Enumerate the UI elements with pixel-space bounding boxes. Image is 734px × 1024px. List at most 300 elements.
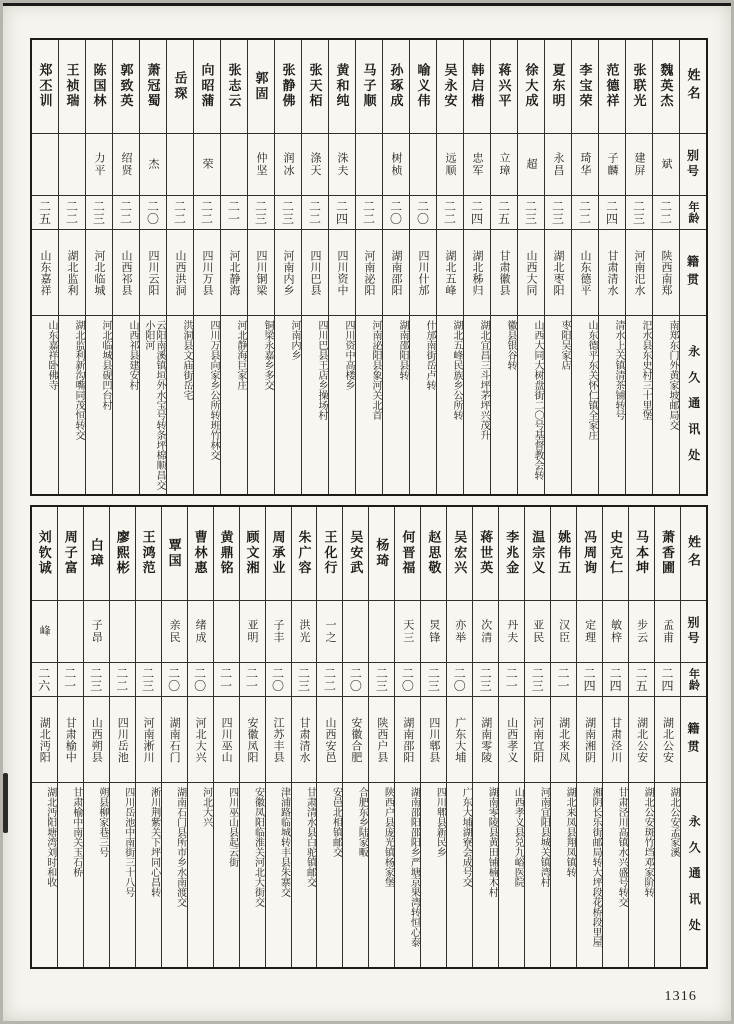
- person-name: 周承业: [266, 507, 291, 601]
- person-age: 二一: [240, 663, 265, 697]
- person-alias: 天三: [395, 601, 420, 663]
- person-age: 二三: [136, 663, 161, 697]
- person-native: 河南宜阳: [525, 697, 550, 783]
- directory-column: [498, 507, 524, 967]
- scan-artifact-left: [3, 773, 8, 833]
- person-age: 二三: [525, 663, 550, 697]
- person-native: 甘肃榆中: [58, 697, 83, 783]
- person-age: 二〇: [383, 196, 409, 230]
- directory-column: [550, 507, 576, 967]
- person-alias: [343, 601, 368, 663]
- person-age: 二三: [248, 196, 274, 230]
- person-address: 河南泌阳县象河关北首: [370, 320, 381, 420]
- person-name: 韩启楷: [464, 40, 490, 134]
- person-alias: 敏梓: [603, 601, 628, 663]
- person-name: 蒋世英: [473, 507, 498, 601]
- directory-column: [58, 40, 85, 494]
- person-name: 陈国林: [86, 40, 112, 134]
- person-native: 甘肃清水: [599, 230, 625, 316]
- directory-column: [628, 507, 654, 967]
- directory-column: [517, 40, 544, 494]
- person-native: 湖北沔阳: [32, 697, 57, 783]
- person-alias: [221, 134, 247, 196]
- person-address: 湖南邵阳邵阳乡严塘京果湾转恒心泰: [408, 787, 420, 947]
- person-address: 河北临城县砚凹台村: [100, 320, 111, 410]
- person-name: 王化行: [317, 507, 342, 601]
- person-native: 山西孝义: [499, 697, 524, 783]
- person-alias: [214, 601, 239, 663]
- page-number: 1316: [664, 989, 697, 1004]
- person-age: 二一: [214, 663, 239, 697]
- person-alias: 涤天: [302, 134, 328, 196]
- person-name: 顾文湘: [240, 507, 265, 601]
- directory-block-top: [30, 38, 708, 496]
- person-address: 河南内乡: [289, 320, 300, 360]
- person-name: 吴安武: [343, 507, 368, 601]
- person-name: 杨琦: [369, 507, 394, 601]
- person-alias: 立璋: [491, 134, 517, 196]
- person-age: 二〇: [410, 196, 436, 230]
- person-alias: 孟甫: [655, 601, 680, 663]
- person-native: 甘肃泾川: [603, 697, 628, 783]
- person-address: 山东嘉祥卧佛寺: [46, 320, 57, 390]
- person-name: 蒋兴平: [491, 40, 517, 134]
- directory-column: [328, 40, 355, 494]
- person-address: 山西大同大树盘街二〇号基督教会转: [532, 320, 543, 480]
- person-native: 陕西南郑: [653, 230, 679, 316]
- directory-column: [265, 507, 291, 967]
- person-address: 山西孝义县兑九峪医院: [512, 787, 524, 887]
- directory-column: [625, 40, 652, 494]
- person-address: 广东大埔湖寮会成号交: [460, 787, 472, 887]
- person-alias: 仲坚: [248, 134, 274, 196]
- header-address-label: 永久通讯处: [687, 814, 702, 944]
- person-age: 二〇: [395, 663, 420, 697]
- person-alias: 绍贤: [113, 134, 139, 196]
- person-address: 湖北监利新沟嘴同茂恒转交: [73, 320, 84, 440]
- person-address: 安邑北相镇邮交: [330, 787, 342, 857]
- scan-artifact-top: [3, 3, 731, 6]
- scanned-page: [3, 3, 731, 1021]
- person-alias: 润冰: [275, 134, 301, 196]
- person-address: 甘肃清水县白驼镇邮交: [304, 787, 316, 887]
- directory-column: [524, 507, 550, 967]
- person-age: 二二: [302, 196, 328, 230]
- person-alias: [58, 601, 83, 663]
- person-address: 四川郫县新民乡: [434, 787, 446, 857]
- person-native: 河南汜水: [626, 230, 652, 316]
- header-age-label: 年龄: [681, 663, 706, 697]
- directory-column: [463, 40, 490, 494]
- directory-column: [652, 40, 679, 494]
- person-address: 湘阴长乐街邮局转大坪段花桥段里屋: [590, 787, 602, 947]
- directory-column: [135, 507, 161, 967]
- directory-column: [368, 507, 394, 967]
- person-name: 刘钦诚: [32, 507, 57, 601]
- person-alias: [110, 601, 135, 663]
- directory-column: [32, 40, 58, 494]
- person-alias: 建屏: [626, 134, 652, 196]
- person-address: 山东德平东关怀仁镇全家庄: [586, 320, 597, 440]
- person-age: 二二: [110, 663, 135, 697]
- person-age: 二四: [329, 196, 355, 230]
- person-native: 湖北监利: [59, 230, 85, 316]
- person-native: 湖南零陵: [473, 697, 498, 783]
- person-name: 郭致英: [113, 40, 139, 134]
- directory-column: [446, 507, 472, 967]
- person-native: 山西洪洞: [167, 230, 193, 316]
- person-address: 四川巴县王店乡操场村: [316, 320, 327, 420]
- person-name: 姚伟五: [551, 507, 576, 601]
- directory-column: [220, 40, 247, 494]
- person-age: 二三: [473, 663, 498, 697]
- person-native: 四川巴县: [302, 230, 328, 316]
- person-alias: 荣: [194, 134, 220, 196]
- person-address: 云阳南溪镇垣外水宝号转条坪棉顺昌交小阳河: [142, 320, 165, 490]
- directory-column: [394, 507, 420, 967]
- person-name: 白璋: [84, 507, 109, 601]
- person-age: 二五: [491, 196, 517, 230]
- directory-column: [654, 507, 680, 967]
- person-native: 山西祁县: [113, 230, 139, 316]
- directory-column: [109, 507, 135, 967]
- person-alias: 斌: [653, 134, 679, 196]
- person-name: 喻义伟: [410, 40, 436, 134]
- person-age: 二三: [84, 663, 109, 697]
- person-native: 四川云阳: [140, 230, 166, 316]
- person-alias: 琦华: [572, 134, 598, 196]
- person-age: 二三: [86, 196, 112, 230]
- person-native: 四川岳池: [110, 697, 135, 783]
- header-native-label: 籍贯: [680, 230, 706, 316]
- person-native: 山西大同: [518, 230, 544, 316]
- person-age: 二三: [275, 196, 301, 230]
- person-address: 河北大兴: [200, 787, 212, 827]
- person-native: 四川资中: [329, 230, 355, 316]
- directory-column: [436, 40, 463, 494]
- person-name: 王鸿范: [136, 507, 161, 601]
- person-name: 萧冠蜀: [140, 40, 166, 134]
- person-native: 四川什邡: [410, 230, 436, 316]
- directory-column: [193, 40, 220, 494]
- person-age: 二〇: [266, 663, 291, 697]
- person-native: 四川万县: [194, 230, 220, 316]
- person-name: 温宗义: [525, 507, 550, 601]
- person-alias: [136, 601, 161, 663]
- person-name: 孙琢成: [383, 40, 409, 134]
- person-age: 二五: [32, 196, 58, 230]
- person-alias: [167, 134, 193, 196]
- person-native: 湖北秭归: [464, 230, 490, 316]
- person-age: 二四: [577, 663, 602, 697]
- directory-column: [274, 40, 301, 494]
- person-native: 河北大兴: [188, 697, 213, 783]
- person-age: 二〇: [447, 663, 472, 697]
- person-native: 湖北公安: [655, 697, 680, 783]
- directory-column: [420, 507, 446, 967]
- person-name: 史克仁: [603, 507, 628, 601]
- directory-column: [247, 40, 274, 494]
- person-address: 山西祁县建安村: [127, 320, 138, 390]
- person-name: 张志云: [221, 40, 247, 134]
- person-age: 二二: [194, 196, 220, 230]
- person-name: 张静佛: [275, 40, 301, 134]
- person-age: 二二: [572, 196, 598, 230]
- person-age: 二三: [545, 196, 571, 230]
- person-age: 二一: [499, 663, 524, 697]
- person-native: 湖北五峰: [437, 230, 463, 316]
- directory-column: [57, 507, 83, 967]
- person-alias: 忠军: [464, 134, 490, 196]
- person-name: 覃国: [162, 507, 187, 601]
- header-address-label: 永久通讯处: [686, 344, 701, 474]
- person-age: 二一: [221, 196, 247, 230]
- person-address: 枣阳吴家店: [559, 320, 570, 370]
- person-alias: 杰: [140, 134, 166, 196]
- person-native: 河南内乡: [275, 230, 301, 316]
- person-name: 李宝荣: [572, 40, 598, 134]
- person-address: 南郑东门外黄家坡邮局交: [667, 320, 678, 430]
- person-alias: 次清: [473, 601, 498, 663]
- person-age: 二二: [437, 196, 463, 230]
- person-name: 郑丕训: [32, 40, 58, 134]
- person-native: 山东嘉祥: [32, 230, 58, 316]
- person-address: 合肥东乡陆家畈: [356, 787, 368, 857]
- person-native: 陕西户县: [369, 697, 394, 783]
- person-alias: 亲民: [162, 601, 187, 663]
- person-alias: [369, 601, 394, 663]
- person-alias: 亦举: [447, 601, 472, 663]
- person-age: 二〇: [162, 663, 187, 697]
- person-address: 湖南石门县所市乡水南渡交: [174, 787, 186, 907]
- person-alias: 步云: [629, 601, 654, 663]
- person-native: 湖南湘阴: [577, 697, 602, 783]
- person-age: 二四: [464, 196, 490, 230]
- person-age: 二三: [369, 663, 394, 697]
- person-age: 二二: [653, 196, 679, 230]
- directory-column: [316, 507, 342, 967]
- person-name: 郭固: [248, 40, 274, 134]
- person-address: 湖北来凤县翔凤镇转: [564, 787, 576, 877]
- person-name: 何晋福: [395, 507, 420, 601]
- person-age: 二二: [59, 196, 85, 230]
- person-age: 二二: [317, 663, 342, 697]
- person-age: 二三: [518, 196, 544, 230]
- person-native: 甘肃徽县: [491, 230, 517, 316]
- person-native: 湖北来凤: [551, 697, 576, 783]
- person-age: 二二: [356, 196, 382, 230]
- person-native: 湖南邵阳: [395, 697, 420, 783]
- directory-column: [409, 40, 436, 494]
- person-native: 四川郫县: [421, 697, 446, 783]
- person-name: 冯周询: [577, 507, 602, 601]
- header-name-label: 姓名: [680, 40, 706, 134]
- person-age: 二四: [655, 663, 680, 697]
- person-native: 甘肃清水: [292, 697, 317, 783]
- person-name: 马子顺: [356, 40, 382, 134]
- person-alias: 子丰: [266, 601, 291, 663]
- person-alias: [410, 134, 436, 196]
- header-name-label: 姓名: [681, 507, 706, 601]
- person-name: 张联光: [626, 40, 652, 134]
- person-native: 山西朔县: [84, 697, 109, 783]
- person-address: 甘肃泾川高镇水兴盛号转交: [616, 787, 628, 907]
- person-name: 王祯瑞: [59, 40, 85, 134]
- person-name: 吴永安: [437, 40, 463, 134]
- person-native: 四川巫山: [214, 697, 239, 783]
- person-alias: [356, 134, 382, 196]
- person-alias: 丹夫: [499, 601, 524, 663]
- person-alias: 定理: [577, 601, 602, 663]
- directory-column: [472, 507, 498, 967]
- person-alias: [32, 134, 58, 196]
- person-alias: 永昌: [545, 134, 571, 196]
- person-address: 河南宜阳县城关镇湾村: [538, 787, 550, 887]
- person-native: 四川铜梁: [248, 230, 274, 316]
- person-name: 赵思敬: [421, 507, 446, 601]
- person-native: 湖北枣阳: [545, 230, 571, 316]
- person-age: 二五: [629, 663, 654, 697]
- person-address: 清水上关镇清茶铺转号: [613, 320, 624, 420]
- directory-column: [598, 40, 625, 494]
- person-alias: 子昂: [84, 601, 109, 663]
- directory-column: [544, 40, 571, 494]
- person-native: 山东德平: [572, 230, 598, 316]
- person-address: 铜梁永嘉乡多交: [262, 320, 273, 390]
- person-age: 二一: [58, 663, 83, 697]
- directory-column: [187, 507, 213, 967]
- header-column: [680, 507, 706, 967]
- directory-column: [602, 507, 628, 967]
- person-native: 河北临城: [86, 230, 112, 316]
- person-address: 湖北五峰民族乡公所转: [451, 320, 462, 420]
- directory-block-bottom: [30, 505, 708, 969]
- directory-column: [382, 40, 409, 494]
- person-native: 山西安邑: [317, 697, 342, 783]
- person-address: 津浦路临城转丰县朱寨交: [278, 787, 290, 897]
- person-address: 湖北公安孟家溪: [668, 787, 680, 857]
- person-age: 二六: [32, 663, 57, 697]
- person-name: 吴宏兴: [447, 507, 472, 601]
- person-native: 河南淅川: [136, 697, 161, 783]
- directory-column: [85, 40, 112, 494]
- person-address: 陕西户县庞光镇杨家堡: [382, 787, 394, 887]
- directory-column: [571, 40, 598, 494]
- person-alias: 子麟: [599, 134, 625, 196]
- directory-column: [490, 40, 517, 494]
- person-address: 湖北沔阳塘湾刘时和收: [44, 787, 56, 887]
- person-alias: 峰: [32, 601, 57, 663]
- person-native: 湖北公安: [629, 697, 654, 783]
- person-address: 徽县银谷转: [505, 320, 516, 370]
- person-alias: 炅锋: [421, 601, 446, 663]
- person-address: 湖北公安斑竹垱邓家阶转: [642, 787, 654, 897]
- person-native: 湖南石门: [162, 697, 187, 783]
- person-name: 李兆金: [499, 507, 524, 601]
- header-alias-label: 别号: [680, 134, 706, 196]
- person-name: 萧香圃: [655, 507, 680, 601]
- person-name: 廖熙彬: [110, 507, 135, 601]
- directory-column: [83, 507, 109, 967]
- person-age: 二三: [626, 196, 652, 230]
- person-address: 四川资中高楼乡: [343, 320, 354, 390]
- directory-column: [166, 40, 193, 494]
- person-native: 广东大埔: [447, 697, 472, 783]
- person-age: 二四: [603, 663, 628, 697]
- person-age: 二〇: [140, 196, 166, 230]
- directory-column: [112, 40, 139, 494]
- person-name: 黄和纯: [329, 40, 355, 134]
- person-address: 朔县柳家巷三号: [96, 787, 108, 857]
- person-name: 黄鼎铭: [214, 507, 239, 601]
- person-address: 湖南零陵县黄田铺楠木村: [486, 787, 498, 897]
- person-address: 湖北宜昌三斗坪茅坪兴茂升: [478, 320, 489, 440]
- person-alias: 力平: [86, 134, 112, 196]
- person-address: 四川岳池中南街三十八号: [122, 787, 134, 897]
- header-age-label: 年龄: [680, 196, 706, 230]
- person-age: 二三: [421, 663, 446, 697]
- directory-column: [342, 507, 368, 967]
- directory-column: [576, 507, 602, 967]
- person-alias: 亚明: [240, 601, 265, 663]
- person-name: 岳琛: [167, 40, 193, 134]
- person-alias: 树桢: [383, 134, 409, 196]
- person-address: 汜水县东史村三十里堡: [640, 320, 651, 420]
- header-native-label: 籍贯: [681, 697, 706, 783]
- person-age: 二二: [113, 196, 139, 230]
- person-alias: 洪光: [292, 601, 317, 663]
- person-native: 江苏丰县: [266, 697, 291, 783]
- person-alias: 汉臣: [551, 601, 576, 663]
- directory-column: [355, 40, 382, 494]
- directory-column: [32, 507, 57, 967]
- header-alias-label: 别号: [681, 601, 706, 663]
- person-alias: 洙夫: [329, 134, 355, 196]
- person-address: 四川万县向家乡公所转班竹林交: [208, 320, 219, 460]
- directory-column: [301, 40, 328, 494]
- directory-column: [213, 507, 239, 967]
- person-age: 二一: [551, 663, 576, 697]
- directory-column: [239, 507, 265, 967]
- person-alias: 绪成: [188, 601, 213, 663]
- person-name: 张天栢: [302, 40, 328, 134]
- person-name: 曹林惠: [188, 507, 213, 601]
- person-address: 四川巫山县起云街: [226, 787, 238, 867]
- directory-column: [291, 507, 317, 967]
- header-column: [679, 40, 706, 494]
- person-native: 安徽合肥: [343, 697, 368, 783]
- person-native: 河南泌阳: [356, 230, 382, 316]
- person-alias: 一之: [317, 601, 342, 663]
- person-address: 洪洞县文庙街岳宅: [181, 320, 192, 400]
- person-alias: 亚民: [525, 601, 550, 663]
- person-age: 二四: [599, 196, 625, 230]
- person-alias: 远顺: [437, 134, 463, 196]
- person-address: 安徽凤阳临淮关河北大街交: [252, 787, 264, 907]
- person-alias: 超: [518, 134, 544, 196]
- person-alias: [59, 134, 85, 196]
- person-name: 徐大成: [518, 40, 544, 134]
- directory-frame: [30, 38, 708, 969]
- person-address: 什邡南街岳卢转: [424, 320, 435, 390]
- directory-column: [161, 507, 187, 967]
- person-address: 淅川荆紫关下坪同心昌转: [148, 787, 160, 897]
- person-name: 朱广容: [292, 507, 317, 601]
- directory-column: [139, 40, 166, 494]
- person-native: 湖南邵阳: [383, 230, 409, 316]
- person-age: 二三: [292, 663, 317, 697]
- person-age: 二〇: [343, 663, 368, 697]
